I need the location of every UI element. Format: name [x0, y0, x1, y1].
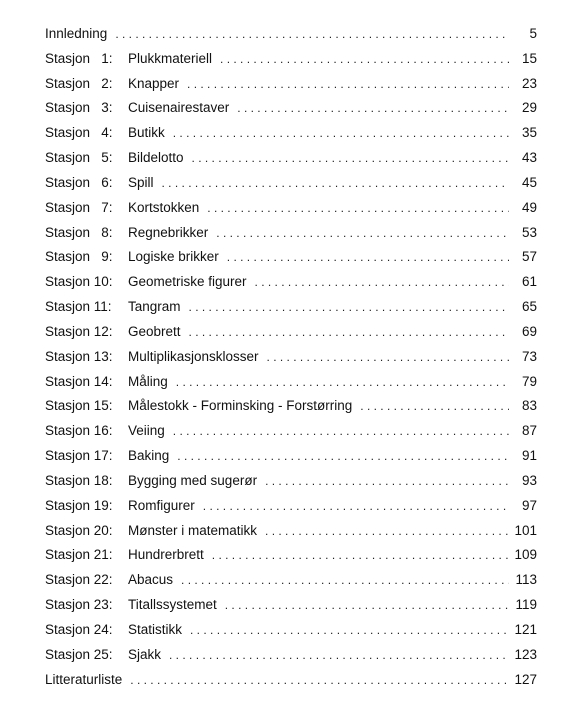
toc-entry-station-number: Stasjon 9:	[45, 249, 113, 265]
toc-entry-page-number: 53	[521, 224, 537, 240]
toc-entry-page-number: 109	[514, 547, 537, 563]
toc-entry[interactable]	[45, 618, 537, 643]
toc-entry-page-number: 45	[521, 174, 537, 190]
toc-entry-label	[45, 146, 192, 171]
dot-leader	[207, 196, 509, 221]
dot-leader	[265, 469, 509, 494]
toc-entry-title: Regnebrikker	[128, 224, 209, 240]
toc-entry[interactable]	[45, 171, 537, 196]
toc-entry-label	[45, 444, 177, 469]
dot-leader	[255, 270, 509, 295]
toc-entry-title: Plukkmateriell	[128, 50, 213, 66]
toc-entry-title: Baking	[128, 448, 170, 464]
dot-leader	[162, 171, 509, 196]
toc-entry-title: Logiske brikker	[128, 249, 219, 265]
toc-entry-title: Veiing	[128, 423, 165, 439]
toc-entry-title: Bygging med sugerør	[128, 472, 258, 488]
toc-entry-title: Romfigurer	[128, 497, 195, 513]
dot-leader	[169, 643, 509, 668]
toc-entry-title: Titallssystemet	[128, 597, 217, 613]
toc-entry[interactable]	[45, 270, 537, 295]
toc-entry-page-number: 29	[521, 100, 537, 116]
dot-leader	[203, 494, 509, 519]
toc-entry[interactable]	[45, 320, 537, 345]
toc-entry-page-number: 5	[529, 26, 537, 41]
toc-entry[interactable]	[45, 96, 537, 121]
toc-entry-label	[45, 668, 130, 693]
toc-entry-station-number: Stasjon 18:	[45, 472, 113, 488]
toc-entry-page-number: 79	[521, 373, 537, 389]
toc-entry-label	[45, 370, 176, 395]
toc-entry[interactable]	[45, 394, 537, 419]
toc-entry-station-number: Stasjon 15:	[45, 398, 113, 414]
dot-leader	[220, 47, 509, 72]
table-of-contents	[45, 22, 537, 692]
toc-entry-title: Sjakk	[128, 646, 162, 662]
dot-leader	[173, 121, 509, 146]
toc-entry[interactable]	[45, 519, 537, 544]
toc-entry[interactable]	[45, 469, 537, 494]
toc-entry-title: Bildelotto	[128, 150, 184, 166]
toc-entry-station-number: Stasjon 19:	[45, 497, 113, 513]
dot-leader	[192, 146, 509, 171]
toc-entry-station-number: Stasjon 10:	[45, 274, 113, 290]
toc-entry[interactable]	[45, 221, 537, 246]
toc-entry-page-number: 73	[521, 348, 537, 364]
toc-entry-page-number: 69	[521, 323, 537, 339]
toc-entry-title: Geobrett	[128, 323, 181, 339]
toc-entry-station-number: Stasjon 3:	[45, 100, 113, 116]
toc-entry-page-number: 127	[514, 671, 537, 687]
toc-entry-label	[45, 295, 189, 320]
toc-entry-label	[45, 543, 212, 568]
dot-leader	[216, 221, 509, 246]
toc-entry-label	[45, 494, 203, 519]
toc-entry-label	[45, 121, 173, 146]
toc-entry-title: Statistikk	[128, 621, 183, 637]
dot-leader	[181, 568, 509, 593]
toc-entry-station-number: Stasjon 12:	[45, 323, 113, 339]
dot-leader	[190, 618, 509, 643]
toc-entry-page-number: 87	[521, 423, 537, 439]
toc-entry-page-number: 91	[521, 448, 537, 464]
toc-entry-label	[45, 469, 265, 494]
toc-entry-station-number: Stasjon 23:	[45, 597, 113, 613]
toc-entry-station-number: Stasjon 17:	[45, 448, 113, 464]
toc-entry-station-number: Stasjon 22:	[45, 572, 113, 588]
toc-entry[interactable]	[45, 196, 537, 221]
dot-leader	[237, 96, 509, 121]
toc-entry[interactable]	[45, 543, 537, 568]
toc-entry-title: Hundrerbrett	[128, 547, 204, 563]
toc-entry-introduction[interactable]	[45, 22, 537, 47]
toc-entry-page-number: 35	[521, 125, 537, 141]
toc-entry[interactable]	[45, 419, 537, 444]
dot-leader	[187, 72, 509, 97]
toc-entry[interactable]	[45, 370, 537, 395]
toc-entry-title: Tangram	[128, 299, 181, 315]
toc-entry-label	[45, 643, 169, 668]
toc-entry-page-number: 23	[521, 75, 537, 91]
toc-entry-title: Abacus	[128, 572, 174, 588]
toc-entry[interactable]	[45, 593, 537, 618]
toc-entry-label	[45, 345, 267, 370]
toc-entry-page-number: 43	[521, 150, 537, 166]
dot-leader	[177, 444, 509, 469]
toc-entry-title: Litteraturliste	[45, 671, 123, 687]
toc-entry[interactable]	[45, 146, 537, 171]
toc-entry-title: Mønster i matematikk	[128, 522, 258, 538]
toc-entry-page-number: 119	[515, 597, 537, 613]
toc-entry-station-number: Stasjon 4:	[45, 125, 113, 141]
toc-entry-station-number: Stasjon 24:	[45, 621, 113, 637]
toc-entry-title: Multiplikasjonsklosser	[128, 348, 259, 364]
toc-entry-label	[45, 22, 115, 47]
toc-entry-station-number: Stasjon 2:	[45, 75, 113, 91]
toc-entry-label	[45, 568, 181, 593]
toc-entry-station-number: Stasjon 25:	[45, 646, 113, 662]
toc-entry[interactable]	[45, 295, 537, 320]
toc-entry-label	[45, 196, 207, 221]
toc-entry-label	[45, 72, 187, 97]
toc-entry[interactable]	[45, 47, 537, 72]
toc-entry-label	[45, 593, 225, 618]
toc-entry-title: Innledning	[45, 26, 108, 41]
toc-entry-station-number: Stasjon 7:	[45, 199, 113, 215]
toc-entry-label	[45, 270, 255, 295]
toc-entry-station-number: Stasjon 1:	[45, 50, 113, 66]
toc-entry-page-number: 15	[521, 50, 537, 66]
toc-entry-title: Kortstokken	[128, 199, 200, 215]
dot-leader	[189, 295, 509, 320]
toc-entry-station-number: Stasjon 8:	[45, 224, 113, 240]
toc-entry-page-number: 97	[521, 497, 537, 513]
toc-entry-page-number: 123	[514, 646, 537, 662]
toc-entry[interactable]	[45, 345, 537, 370]
toc-entry-station-number: Stasjon 13:	[45, 348, 113, 364]
toc-entry-page-number: 57	[521, 249, 537, 265]
toc-entry-station-number: Stasjon 14:	[45, 373, 113, 389]
toc-entry[interactable]	[45, 444, 537, 469]
toc-entry-page-number: 113	[515, 572, 537, 588]
toc-entry-page-number: 83	[521, 398, 537, 414]
toc-entry-page-number: 101	[514, 522, 537, 538]
toc-entry-bibliography[interactable]	[45, 668, 537, 693]
toc-entry-label	[45, 394, 360, 419]
toc-entry-title: Knapper	[128, 75, 180, 91]
dot-leader	[212, 543, 509, 568]
toc-entry-title: Måling	[128, 373, 168, 389]
toc-entry-title: Geometriske figurer	[128, 274, 247, 290]
toc-entry-page-number: 61	[521, 274, 537, 290]
dot-leader	[115, 22, 509, 47]
toc-entry[interactable]	[45, 121, 537, 146]
toc-entry-title: Butikk	[128, 125, 165, 141]
toc-entry-label	[45, 519, 265, 544]
dot-leader	[130, 668, 509, 693]
toc-entry[interactable]	[45, 643, 537, 668]
toc-entry-station-number: Stasjon 21:	[45, 547, 113, 563]
toc-entry-station-number: Stasjon 5:	[45, 150, 113, 166]
toc-entry-station-number: Stasjon 11:	[45, 299, 112, 315]
toc-entry[interactable]	[45, 245, 537, 270]
dot-leader	[173, 419, 509, 444]
toc-entry-label	[45, 245, 227, 270]
toc-entry-label	[45, 47, 220, 72]
toc-entry-title: Spill	[128, 174, 154, 190]
toc-entry-label	[45, 221, 216, 246]
toc-entry[interactable]	[45, 72, 537, 97]
toc-entry[interactable]	[45, 494, 537, 519]
toc-entry-station-number: Stasjon 6:	[45, 174, 113, 190]
dot-leader	[189, 320, 509, 345]
toc-entry-label	[45, 171, 162, 196]
dot-leader	[225, 593, 509, 618]
toc-entry[interactable]	[45, 568, 537, 593]
dot-leader	[176, 370, 509, 395]
dot-leader	[267, 345, 509, 370]
toc-entry-title: Målestokk - Forminsking - Forstørring	[128, 398, 353, 414]
toc-entry-page-number: 65	[521, 299, 537, 315]
toc-entry-page-number: 49	[521, 199, 537, 215]
toc-entry-page-number: 121	[514, 621, 537, 637]
toc-entry-label	[45, 96, 237, 121]
dot-leader	[227, 245, 509, 270]
dot-leader	[360, 394, 509, 419]
toc-entry-title: Cuisenairestaver	[128, 100, 230, 116]
toc-entry-label	[45, 320, 189, 345]
dot-leader	[265, 519, 509, 544]
toc-entry-station-number: Stasjon 16:	[45, 423, 113, 439]
toc-entry-page-number: 93	[521, 472, 537, 488]
toc-entry-label	[45, 618, 190, 643]
toc-entry-station-number: Stasjon 20:	[45, 522, 113, 538]
toc-entry-label	[45, 419, 173, 444]
